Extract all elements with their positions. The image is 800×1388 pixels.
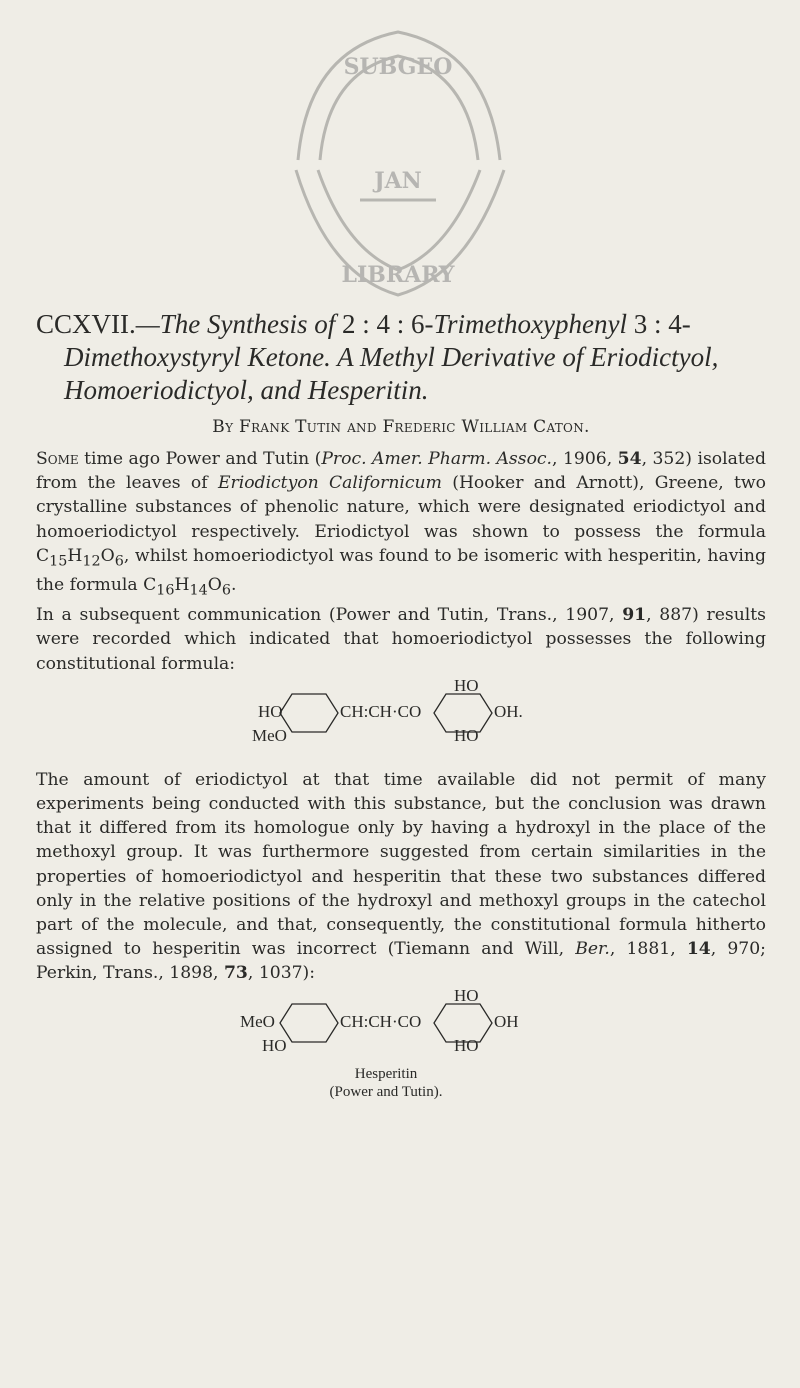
formula-homoeriodictyol [36, 676, 766, 768]
subscript: 16 [156, 582, 175, 599]
text: , whilst homoeriodictyol was found to be isomeric with hesperitin, having the formula C [36, 545, 766, 596]
stamp-text-mid: JAN [374, 168, 422, 194]
formula-group: MeO [240, 1011, 275, 1031]
subscript: 12 [82, 553, 101, 570]
title-part: —The Synthesis of [135, 309, 342, 339]
formula-caption: (Power and Tutin). [329, 1083, 443, 1100]
benzene-ring-icon [278, 1002, 340, 1044]
volume: 14 [686, 939, 711, 960]
text: O [100, 545, 115, 566]
article-number: CCXVII. [36, 309, 136, 339]
citation: Ber. [575, 939, 610, 960]
formula-group: HO [454, 675, 479, 695]
text: , 887) results were recorded which indicated that homoeriodictyol possesses the following constitutional formula: [36, 605, 766, 674]
title-ratio: 3 : 4 [633, 309, 682, 339]
formula-group: OH [494, 1011, 519, 1031]
text: , 1037): [247, 963, 316, 984]
title-part: -Dimethoxystyryl Ketone. A Methyl Derivative of Eriodictyol, Homoeriodictyol, and Hesperitin. [64, 309, 719, 405]
volume: 73 [223, 963, 248, 984]
formula-group: HO [454, 1035, 479, 1055]
text: H [67, 545, 83, 566]
formula-caption: Hesperitin [354, 1065, 418, 1082]
subscript: 6 [114, 553, 124, 570]
subscript: 6 [221, 582, 231, 599]
formula-group: MeO [252, 725, 287, 745]
formula-group: CH:CH·CO [340, 1011, 422, 1031]
article [36, 308, 766, 1116]
title-part: -Trimethoxyphenyl [424, 309, 634, 339]
text: , 1906, [552, 449, 618, 469]
text: (Hooker and Arnott), Greene, two crystalline substances of phenolic nature, which were designated eriodictyol and homoeriodictyol respectively. Eriodictyol was shown to possess the formula C [36, 473, 766, 566]
subscript: 14 [189, 582, 208, 599]
article-title [36, 308, 766, 407]
authors: By Frank Tutin and Frederic William Caton. [212, 417, 590, 437]
text: time ago Power and Tutin ( [78, 449, 322, 469]
formula-group: HO [262, 1035, 287, 1055]
volume: 54 [617, 449, 642, 469]
paragraph-3 [36, 768, 766, 986]
text: H [174, 575, 190, 596]
volume: 91 [622, 605, 647, 626]
species-name: Eriodictyon Californicum [217, 473, 442, 494]
text: The amount of eriodictyol at that time available did not permit of many experiments being conducted with this substance, but the conclusion was drawn that it differed from its homologue only by having a hydroxyl in the place of the methoxyl group. It was furthermore suggested from certain similarities in the properties of homoeriodictyol and hesperitin that these two substances differed only in the relative positions of the hydroxyl and methoxyl groups in the catechol part of the molecule, and that, consequently, the constitutional formula hitherto assigned to hesperitin was incorrect (Tiemann and Will, [36, 769, 766, 960]
stamp-text-top: SUBGEO [343, 54, 453, 80]
formula-group: HO [454, 725, 479, 745]
library-stamp-icon [268, 10, 528, 310]
citation: Proc. Amer. Pharm. Assoc. [321, 449, 553, 469]
paragraph-2 [36, 603, 766, 676]
formula-group: CH:CH·CO [340, 701, 422, 721]
text: Some [36, 449, 79, 469]
subscript: 15 [49, 553, 68, 570]
formula-group: HO [454, 985, 479, 1005]
paragraph-1 [36, 447, 766, 603]
title-ratio: 2 : 4 : 6 [342, 309, 425, 339]
benzene-ring-icon [278, 692, 340, 734]
formula-group: OH. [494, 701, 523, 721]
text: . [230, 575, 237, 596]
text: , 352) isolated from the leaves of [36, 449, 766, 494]
text: , 970; Perkin, Trans., 1898, [36, 939, 766, 984]
formula-hesperitin [36, 986, 766, 1116]
text: In a subsequent communication (Power and Tutin, Trans., 1907, [36, 605, 623, 626]
text: O [207, 575, 222, 596]
formula-group: HO [258, 701, 283, 721]
stamp-text-bottom: LIBRARY [341, 262, 455, 288]
text: , 1881, [609, 939, 687, 960]
